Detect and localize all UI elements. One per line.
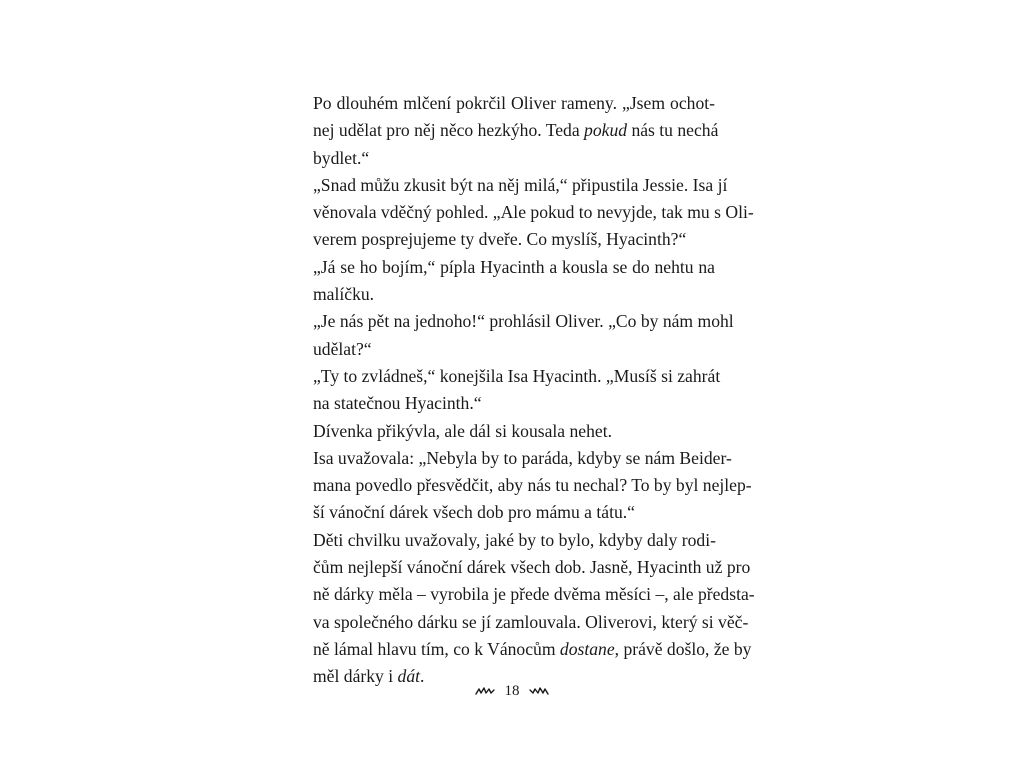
text-line: malíčku.: [313, 284, 375, 305]
text-line: Isa uvažovala: „Nebyla by to paráda, kdyby se nám Beider-: [313, 447, 732, 468]
text-line: ně lámal hlavu tím, co k Vánocům dostane, právě došlo, že by: [313, 638, 752, 659]
text-line: Dívenka přikývla, ale dál si kousala nehet.: [313, 420, 612, 441]
text-line: ně dárky měla – vyrobila je přede dvěma měsíci –, ale předsta-: [313, 584, 755, 605]
wave-ornament-right-icon: [529, 686, 549, 696]
page-number: 18: [504, 682, 520, 699]
text-line: měl dárky i dát.: [313, 666, 425, 687]
emphasis: dostane: [559, 638, 615, 659]
text-line: „Snad můžu zkusit být na něj milá,“ připustila Jessie. Isa jí: [313, 174, 728, 195]
paragraph: [313, 254, 715, 309]
folio: [0, 680, 1024, 701]
text-line: bydlet.“: [313, 147, 370, 168]
paragraph: [313, 363, 721, 418]
paragraph: [313, 90, 719, 172]
emphasis: pokud: [584, 120, 628, 141]
text-line: udělat?“: [313, 338, 372, 359]
text-line: ší vánoční dárek všech dob pro mámu a tátu.“: [313, 502, 635, 523]
text-line: čům nejlepší vánoční dárek všech dob. Jasně, Hyacinth už pro: [313, 557, 751, 578]
body-text: [313, 90, 755, 691]
text-line: verem posprejujeme ty dveře. Co myslíš, Hyacinth?“: [313, 229, 687, 250]
wave-ornament-left-icon: [475, 686, 495, 696]
text-line: „Ty to zvládneš,“ konejšila Isa Hyacinth. „Musíš si zahrát: [313, 365, 721, 386]
emphasis: dát: [397, 666, 421, 687]
paragraph: [313, 308, 734, 363]
paragraph: [313, 172, 754, 254]
paragraph: [313, 418, 715, 445]
text-line: va společného dárku se jí zamlouvala. Oliverovi, který si věč-: [313, 611, 749, 632]
text-line: nej udělat pro něj něco hezkýho. Teda pokud nás tu nechá: [313, 120, 719, 141]
text-line: mana povedlo přesvědčit, aby nás tu nechal? To by byl nejlep-: [313, 475, 752, 496]
text-line: „Já se ho bojím,“ pípla Hyacinth a kousla se do nehtu na: [313, 256, 715, 277]
text-line: věnovala vděčný pohled. „Ale pokud to nevyjde, tak mu s Oli-: [313, 202, 754, 223]
text-line: „Je nás pět na jednoho!“ prohlásil Oliver. „Co by nám mohl: [313, 311, 734, 332]
text-line: Po dlouhém mlčení pokrčil Oliver rameny. „Jsem ochot-: [313, 93, 715, 113]
text-line: Děti chvilku uvažovaly, jaké by to bylo, kdyby daly rodi-: [313, 529, 716, 550]
paragraph: [313, 445, 752, 527]
text-line: na statečnou Hyacinth.“: [313, 393, 482, 414]
paragraph: [313, 527, 755, 691]
